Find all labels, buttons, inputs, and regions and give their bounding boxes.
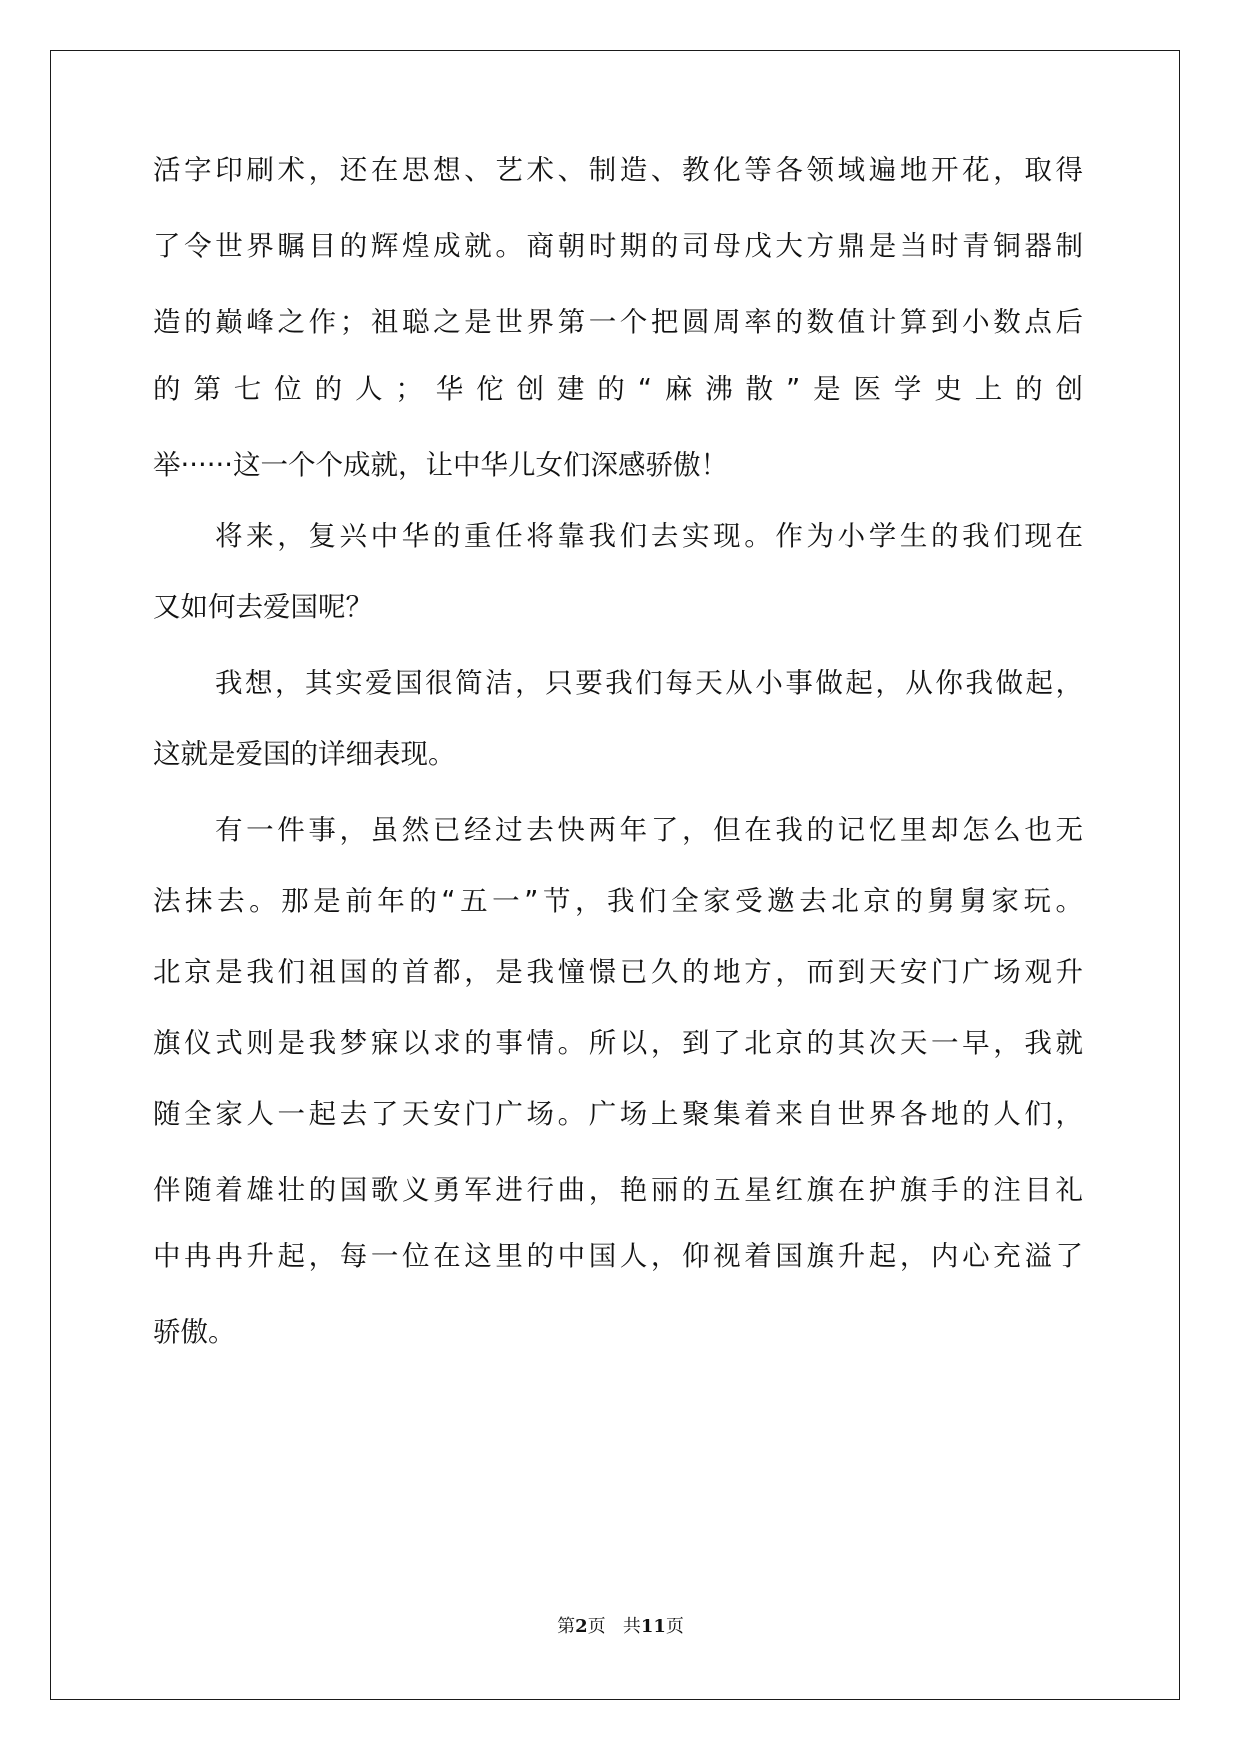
footer-page-prefix: 第 <box>557 1616 576 1637</box>
text-line: 活字印刷术，还在思想、艺术、制造、教化等各领域遍地开花，取得 <box>153 154 1083 186</box>
footer-total-prefix: 共 <box>622 1616 641 1637</box>
paragraph-first-line: 我想，其实爱国很简洁，只要我们每天从小事做起，从你我做起， <box>215 667 1083 699</box>
text-line: 了令世界瞩目的辉煌成就。商朝时期的司母戊大方鼎是当时青铜器制 <box>153 230 1083 262</box>
text-line: 骄傲。 <box>153 1316 236 1348</box>
text-line: 北京是我们祖国的首都，是我憧憬已久的地方，而到天安门广场观升 <box>153 956 1083 988</box>
text-line: 举······这一个个成就，让中华儿女们深感骄傲！ <box>153 449 728 481</box>
footer-page-number: 2 <box>575 1616 588 1637</box>
text-line: 的第七位的人；华佗创建的“麻沸散”是医学史上的创 <box>153 373 1083 405</box>
text-line: 旗仪式则是我梦寐以求的事情。所以，到了北京的其次天一早，我就 <box>153 1027 1083 1059</box>
page-footer <box>0 1612 1241 1638</box>
text-line: 法抹去。那是前年的“五一”节，我们全家受邀去北京的舅舅家玩。 <box>153 885 1083 917</box>
paragraph-first-line: 将来，复兴中华的重任将靠我们去实现。作为小学生的我们现在 <box>215 520 1083 552</box>
text-line: 造的巅峰之作；祖聪之是世界第一个把圆周率的数值计算到小数点后 <box>153 306 1083 338</box>
footer-page-unit: 页 <box>587 1616 606 1637</box>
text-line: 随全家人一起去了天安门广场。广场上聚集着来自世界各地的人们， <box>153 1098 1083 1130</box>
footer-total-pages: 11 <box>640 1616 666 1637</box>
text-line: 又如何去爱国呢？ <box>153 591 373 623</box>
paragraph-first-line: 有一件事，虽然已经过去快两年了，但在我的记忆里却怎么也无 <box>215 814 1083 846</box>
text-line: 这就是爱国的详细表现。 <box>153 738 456 770</box>
text-line: 中冉冉升起，每一位在这里的中国人，仰视着国旗升起，内心充溢了 <box>153 1240 1083 1272</box>
text-line: 伴随着雄壮的国歌义勇军进行曲，艳丽的五星红旗在护旗手的注目礼 <box>153 1174 1083 1206</box>
page-border <box>50 50 1180 1700</box>
footer-total-unit: 页 <box>665 1616 684 1637</box>
